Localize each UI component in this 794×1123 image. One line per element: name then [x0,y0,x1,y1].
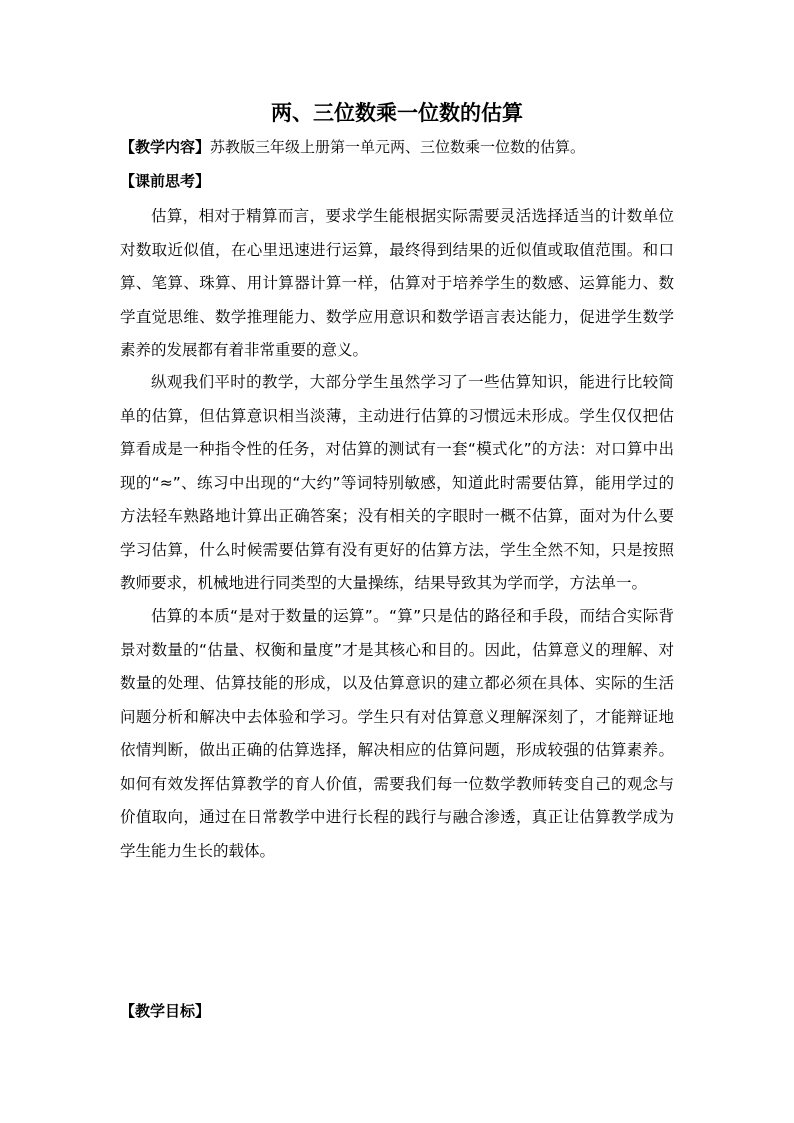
paragraph-3: 估算的本质“是对于数量的运算”。“算”只是估的路径和手段，而结合实际背景对数量的“估量、权衡和量度”才是其核心和目的。因此，估算意义的理解、对数量的处理、估算技能的形成，以及估算意识的建立都必须在具体、实际的生活问题分析和解决中去体验和学习。学生只有对估算意义理解深刻了，才能辩证地依情判断，做出正确的估算选择，解决相应的估算问题，形成较强的估算素养。如何有效发挥估算教学的育人价值，需要我们每一位数学教师转变自己的观念与价值取向，通过在日常教学中进行长程的践行与融合渗透，真正让估算教学成为学生能力生长的载体。 [120,607,674,860]
pre-class-thinking-heading: 【课前思考】 [120,172,211,190]
teaching-content-text: 苏教版三年级上册第一单元两、三位数乘一位数的估算。 [210,138,586,156]
teaching-content-label: 【教学内容】 [120,138,211,156]
document-title: 两、三位数乘一位数的估算 [271,100,523,125]
teaching-goals-heading: 【教学目标】 [120,1002,211,1020]
teaching-content-line [120,136,585,158]
paragraph-2: 纵观我们平时的教学，大部分学生虽然学习了一些估算知识，能进行比较简单的估算，但估算意识相当淡薄，主动进行估算的习惯远未形成。学生仅仅把估算看成是一种指令性的任务，对估算的测试有一套“模式化”的方法：对口算中出现的“≈”、练习中出现的“大约”等词特别敏感，知道此时需要估算，能用学过的方法轻车熟路地计算出正确答案；没有相关的字眼时一概不估算，面对为什么要学习估算，什么时候需要估算有没有更好的估算方法，学生全然不知，只是按照教师要求，机械地进行同类型的大量操练，结果导致其为学而学，方法单一。 [120,373,674,592]
paragraph-1: 估算，相对于精算而言，要求学生能根据实际需要灵活选择适当的计数单位对数取近似值，在心里迅速进行运算，最终得到结果的近似值或取值范围。和口算、笔算、珠算、用计算器计算一样，估算对于培养学生的数感、运算能力、数学直觉思维、数学推理能力、数学应用意识和数学语言表达能力，促进学生数学素养的发展都有着非常重要的意义。 [120,207,674,359]
